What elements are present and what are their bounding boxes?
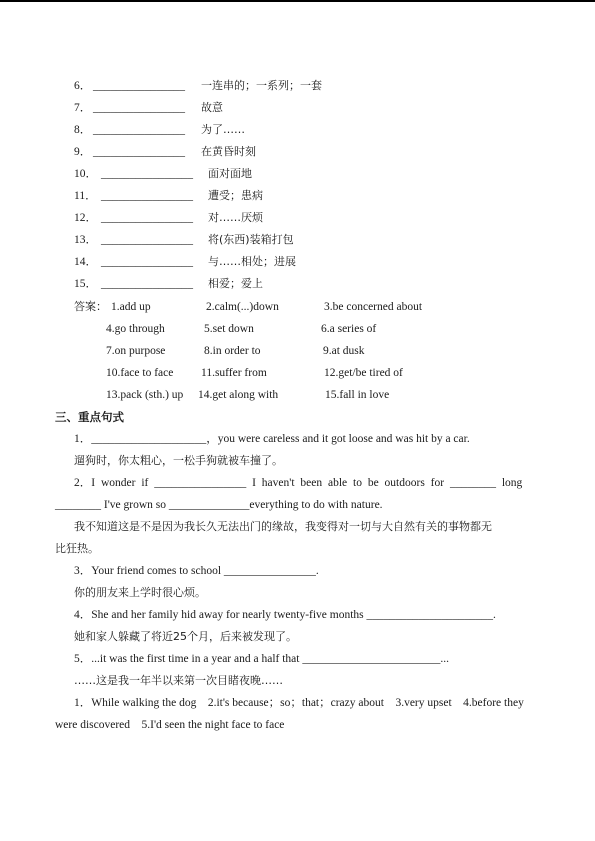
answer-item: 10.face to face bbox=[106, 367, 174, 379]
answer-item: 14.get along with bbox=[198, 389, 279, 401]
section-answers-line-1: 1．While walking the dog 2.it's because；so；that；crazy about 3.very upset 4.before they bbox=[74, 697, 524, 709]
vocab-meaning: 将(东西)装箱打包 bbox=[208, 233, 294, 246]
sentence-4-translation: 她和家人躲藏了将近25个月，后来被发现了。 bbox=[74, 630, 297, 643]
answer-item: 15.fall in love bbox=[325, 389, 390, 401]
vocab-meaning: 相爱；爱上 bbox=[208, 277, 263, 290]
vocab-number: 12． bbox=[74, 212, 97, 224]
vocab-number: 8． bbox=[74, 124, 92, 136]
answer-item: 5.set down bbox=[204, 323, 254, 335]
sentence-5-translation: ……这是我一年半以来第一次目睹夜晚…… bbox=[74, 674, 283, 687]
vocab-meaning: 在黄昏时刻 bbox=[201, 145, 256, 158]
vocab-blank: ________________ bbox=[93, 80, 185, 92]
section-title: 三、重点句式 bbox=[55, 410, 124, 424]
vocab-number: 15． bbox=[74, 278, 97, 290]
vocab-blank: ________________ bbox=[93, 124, 185, 136]
vocab-meaning: 故意 bbox=[201, 101, 223, 114]
vocab-blank: ________________ bbox=[101, 168, 193, 180]
vocab-meaning: 面对面地 bbox=[208, 167, 252, 180]
sentence-5: 5．...it was the first time in a year and a half that ________________________... bbox=[74, 653, 449, 665]
vocab-number: 6． bbox=[74, 80, 92, 92]
sentence-2-translation-line-2: 比狂热。 bbox=[55, 542, 99, 555]
vocab-meaning: 遭受；患病 bbox=[208, 189, 263, 202]
vocab-blank: ________________ bbox=[101, 256, 193, 268]
answer-item: 3.be concerned about bbox=[324, 301, 423, 313]
answer-item: 12.get/be tired of bbox=[324, 367, 403, 379]
answer-item: 9.at dusk bbox=[323, 345, 365, 357]
vocab-blank: ________________ bbox=[101, 190, 193, 202]
top-border-line bbox=[0, 0, 595, 2]
vocab-number: 7． bbox=[74, 102, 92, 114]
sentence-3-translation: 你的朋友来上学时很心烦。 bbox=[74, 586, 206, 599]
vocab-meaning: 与……相处；进展 bbox=[208, 255, 296, 268]
vocab-number: 11． bbox=[74, 190, 97, 202]
answer-item: 4.go through bbox=[106, 323, 165, 335]
vocab-number: 13． bbox=[74, 234, 97, 246]
answer-item: 13.pack (sth.) up bbox=[106, 389, 184, 401]
vocab-blank: ________________ bbox=[93, 102, 185, 114]
vocab-blank: ________________ bbox=[101, 234, 193, 246]
answer-item: 8.in order to bbox=[204, 345, 261, 357]
vocab-blank: ________________ bbox=[101, 212, 193, 224]
answer-item: 6.a series of bbox=[321, 323, 377, 335]
answer-item: 7.on purpose bbox=[106, 345, 166, 357]
vocab-number: 14． bbox=[74, 256, 97, 268]
vocab-blank: ________________ bbox=[93, 146, 185, 158]
vocab-number: 10． bbox=[74, 168, 97, 180]
sentence-2-translation-line-1: 我不知道这是不是因为我长久无法出门的缘故，我变得对一切与大自然有关的事物都无 bbox=[74, 520, 492, 533]
sentence-4: 4．She and her family hid away for nearly twenty-five months ______________________. bbox=[74, 609, 496, 621]
sentence-1: 1．____________________，you were careless and it got loose and was hit by a car. bbox=[74, 433, 470, 445]
vocab-number: 9． bbox=[74, 146, 92, 158]
section-answers-line-2: were discovered 5.I'd seen the night face to face bbox=[55, 719, 285, 731]
answer-item: 11.suffer from bbox=[201, 367, 267, 379]
answer-item: 1.add up bbox=[111, 301, 151, 313]
vocab-blank: ________________ bbox=[101, 278, 193, 290]
sentence-2-line-1: 2．I wonder if ________________ I haven't been able to be outdoors for ________ long bbox=[74, 477, 523, 489]
answer-label: 答案： bbox=[74, 300, 107, 313]
vocab-meaning: 为了…… bbox=[201, 123, 245, 136]
sentence-3: 3．Your friend comes to school ________________. bbox=[74, 565, 319, 577]
sentence-2-line-2: ________ I've grown so ______________everything to do with nature. bbox=[55, 499, 383, 511]
vocab-meaning: 对……厌烦 bbox=[208, 211, 263, 224]
answer-item: 2.calm(...)down bbox=[206, 301, 279, 313]
sentence-1-translation: 遛狗时，你太粗心，一松手狗就被车撞了。 bbox=[74, 454, 283, 467]
vocab-meaning: 一连串的；一系列；一套 bbox=[201, 79, 322, 92]
